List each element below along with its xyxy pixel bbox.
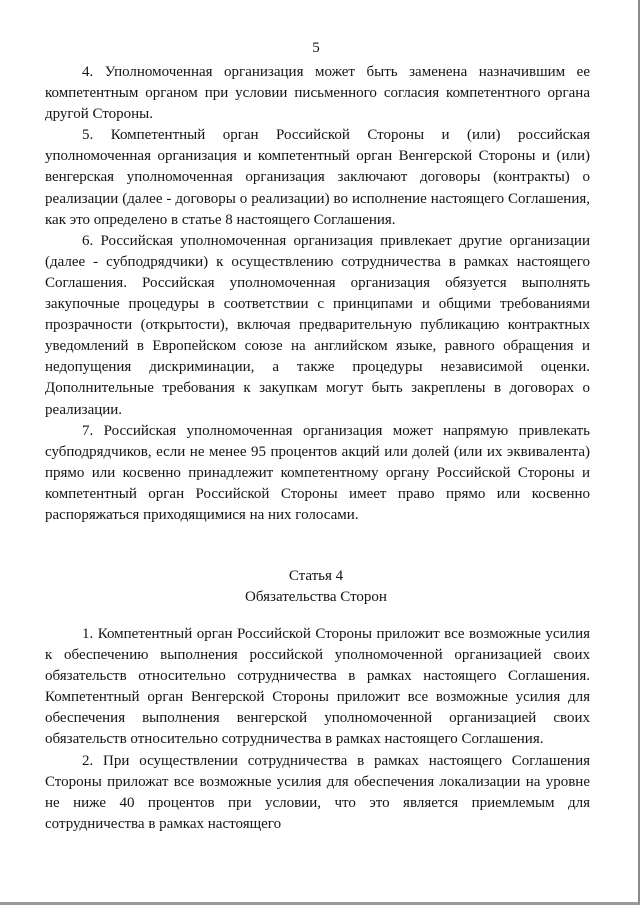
- paragraph-7: 7. Российская уполномоченная организация может напрямую привлекать субподрядчиков, если не менее 95 процентов акций или долей (или их эквивалента) прямо или косвенно принадлежит компетентному органу Российской Стороны и компетентный орган Российской Стороны имеет право прямо или косвенно распоряжаться приходящимися на них голосами.: [45, 422, 590, 523]
- paragraph-6: 6. Российская уполномоченная организация привлекает другие организации (далее - субподрядчики) к осуществлению сотрудничества в рамках настоящего Соглашения. Российская уполномоченная организация обязуется выполнять закупочные процедуры в соответствии с принципами и общими требованиями прозрачности (открытости), включая предварительную публикацию контрактных уведомлений в Европейском союзе на английском языке, равного обращения и недопущения дискриминации, а также процедуры независимой оценки. Дополнительные требования к закупкам могут быть закреплены в договорах о реализации.: [45, 232, 590, 418]
- article-number: Статья 4: [288, 568, 344, 584]
- article-heading: [0, 566, 632, 608]
- article-4-paragraph-1: 1. Компетентный орган Российской Стороны приложит все возможные усилия к обеспечению выполнения российской уполномоченной организацией своих обязательств относительно сотрудничества в рамках настоящего Соглашения. Компетентный орган Венгерской Стороны приложит все возможные усилия для обеспечения выполнения венгерской уполномоченной организацией своих обязательств относительно сотрудничества в рамках настоящего Соглашения.: [45, 626, 590, 748]
- paragraph-4: 4. Уполномоченная организация может быть заменена назначившим ее компетентным органом при условии письменного согласия компетентного органа другой Стороны.: [45, 64, 590, 123]
- article-title: Обязательства Сторон: [245, 589, 387, 605]
- article-4-paragraph-2: 2. При осуществлении сотрудничества в рамках настоящего Соглашения Стороны приложат все возможные усилия для обеспечения локализации на уровне не ниже 40 процентов при условии, что это является приемлемым для сотрудничества в рамках настоящего: [45, 752, 590, 832]
- article-4-body: [45, 624, 590, 876]
- article-3-continuation: [45, 62, 590, 526]
- page-number: 5: [312, 40, 320, 56]
- paragraph-5: 5. Компетентный орган Российской Стороны и (или) российская уполномоченная организация и компетентный орган Венгерской Стороны и (или) венгерская уполномоченная организация заключают договоры (контракты) о реализации (далее - договоры о реализации) во исполнение настоящего Соглашения, как это определено в статье 8 настоящего Соглашения.: [45, 127, 590, 228]
